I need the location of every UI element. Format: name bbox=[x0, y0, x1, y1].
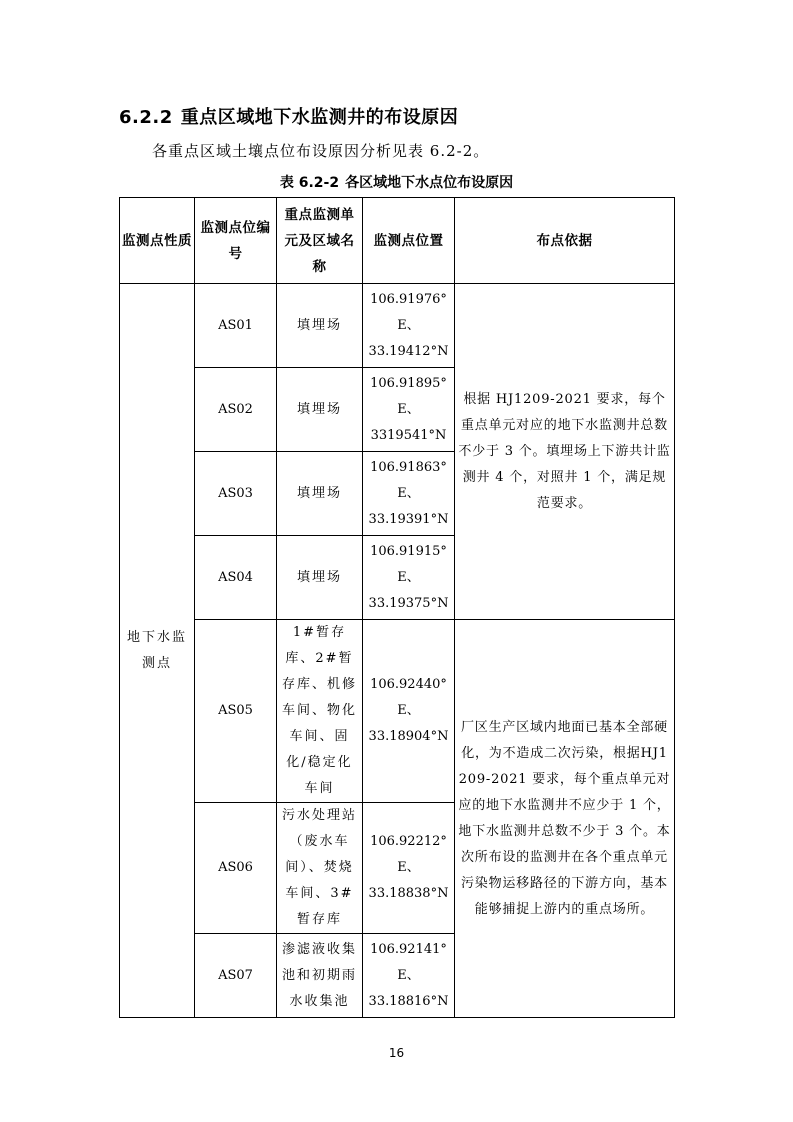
code-cell: AS02 bbox=[195, 368, 277, 452]
unit-cell: 污水处理站（废水车间）、焚烧车间、3#暂存库 bbox=[277, 803, 363, 934]
table-header-row bbox=[120, 198, 675, 284]
code-cell: AS06 bbox=[195, 803, 277, 934]
location-north: 33.18838°N bbox=[368, 886, 449, 901]
table-caption-number: 表 6.2-2 bbox=[279, 175, 340, 191]
location-east: 106.92440°E、 bbox=[370, 677, 447, 718]
unit-cell: 填埋场 bbox=[277, 284, 363, 368]
location-north: 33.18816°N bbox=[368, 993, 449, 1009]
property-cell: 地下水监测点 bbox=[120, 284, 195, 1018]
section-title: 重点区域地下水监测井的布设原因 bbox=[180, 107, 459, 128]
header-property: 监测点性质 bbox=[120, 198, 195, 284]
code-cell: AS01 bbox=[195, 284, 277, 368]
location-cell bbox=[363, 934, 455, 1018]
location-cell bbox=[363, 803, 455, 934]
location-north: 3319541°N bbox=[370, 427, 447, 443]
code-cell: AS04 bbox=[195, 536, 277, 620]
location-east: 106.91895°E、 bbox=[370, 375, 447, 417]
table-row bbox=[120, 284, 675, 368]
unit-cell: 填埋场 bbox=[277, 368, 363, 452]
intro-paragraph: 各重点区域土壤点位布设原因分析见表 6.2-2。 bbox=[152, 142, 490, 160]
section-heading bbox=[119, 103, 458, 129]
header-location: 监测点位置 bbox=[363, 198, 455, 284]
location-cell bbox=[363, 536, 455, 620]
table-caption-title: 各区域地下水点位布设原因 bbox=[345, 175, 514, 191]
location-east: 106.91863°E、 bbox=[370, 459, 447, 501]
location-east: 106.92141°E、 bbox=[370, 941, 447, 983]
location-cell bbox=[363, 368, 455, 452]
page-number: 16 bbox=[388, 1046, 405, 1060]
monitoring-points-table bbox=[119, 197, 675, 1018]
location-cell bbox=[363, 620, 455, 803]
table-row bbox=[120, 620, 675, 803]
location-cell bbox=[363, 452, 455, 536]
location-north: 33.18904°N bbox=[368, 729, 449, 744]
basis-cell-group-1: 根据 HJ1209-2021 要求，每个重点单元对应的地下水监测井总数不少于 3 个。填埋场上下游共计监测井 4 个，对照井 1 个，满足规范要求。 bbox=[455, 284, 675, 620]
location-east: 106.92212°E、 bbox=[370, 834, 447, 875]
unit-cell: 填埋场 bbox=[277, 452, 363, 536]
code-cell: AS07 bbox=[195, 934, 277, 1018]
location-east: 106.91976°E、 bbox=[370, 291, 447, 333]
header-basis: 布点依据 bbox=[455, 198, 675, 284]
code-cell: AS05 bbox=[195, 620, 277, 803]
table-caption bbox=[0, 172, 793, 192]
unit-cell: 1#暂存库、2#暂存库、机修车间、物化车间、固化/稳定化车间 bbox=[277, 620, 363, 803]
unit-cell: 渗滤液收集池和初期雨水收集池 bbox=[277, 934, 363, 1018]
unit-cell: 填埋场 bbox=[277, 536, 363, 620]
header-code: 监测点位编号 bbox=[195, 198, 277, 284]
location-north: 33.19375°N bbox=[368, 595, 449, 611]
section-number: 6.2.2 bbox=[119, 107, 173, 128]
location-north: 33.19391°N bbox=[368, 511, 449, 527]
location-north: 33.19412°N bbox=[368, 343, 449, 359]
header-unit: 重点监测单元及区域名称 bbox=[277, 198, 363, 284]
basis-cell-group-2: 厂区生产区域内地面已基本全部硬化，为不造成二次污染，根据HJ1209-2021 要求，每个重点单元对应的地下水监测井不应少于 1 个，地下水监测井总数不少于 3 个。本次所布设的监测井在各个重点单元污染物运移路径的下游方向，基本能够捕捉上游内的重点场所。 bbox=[455, 620, 675, 1018]
code-cell: AS03 bbox=[195, 452, 277, 536]
location-east: 106.91915°E、 bbox=[370, 543, 447, 585]
location-cell bbox=[363, 284, 455, 368]
